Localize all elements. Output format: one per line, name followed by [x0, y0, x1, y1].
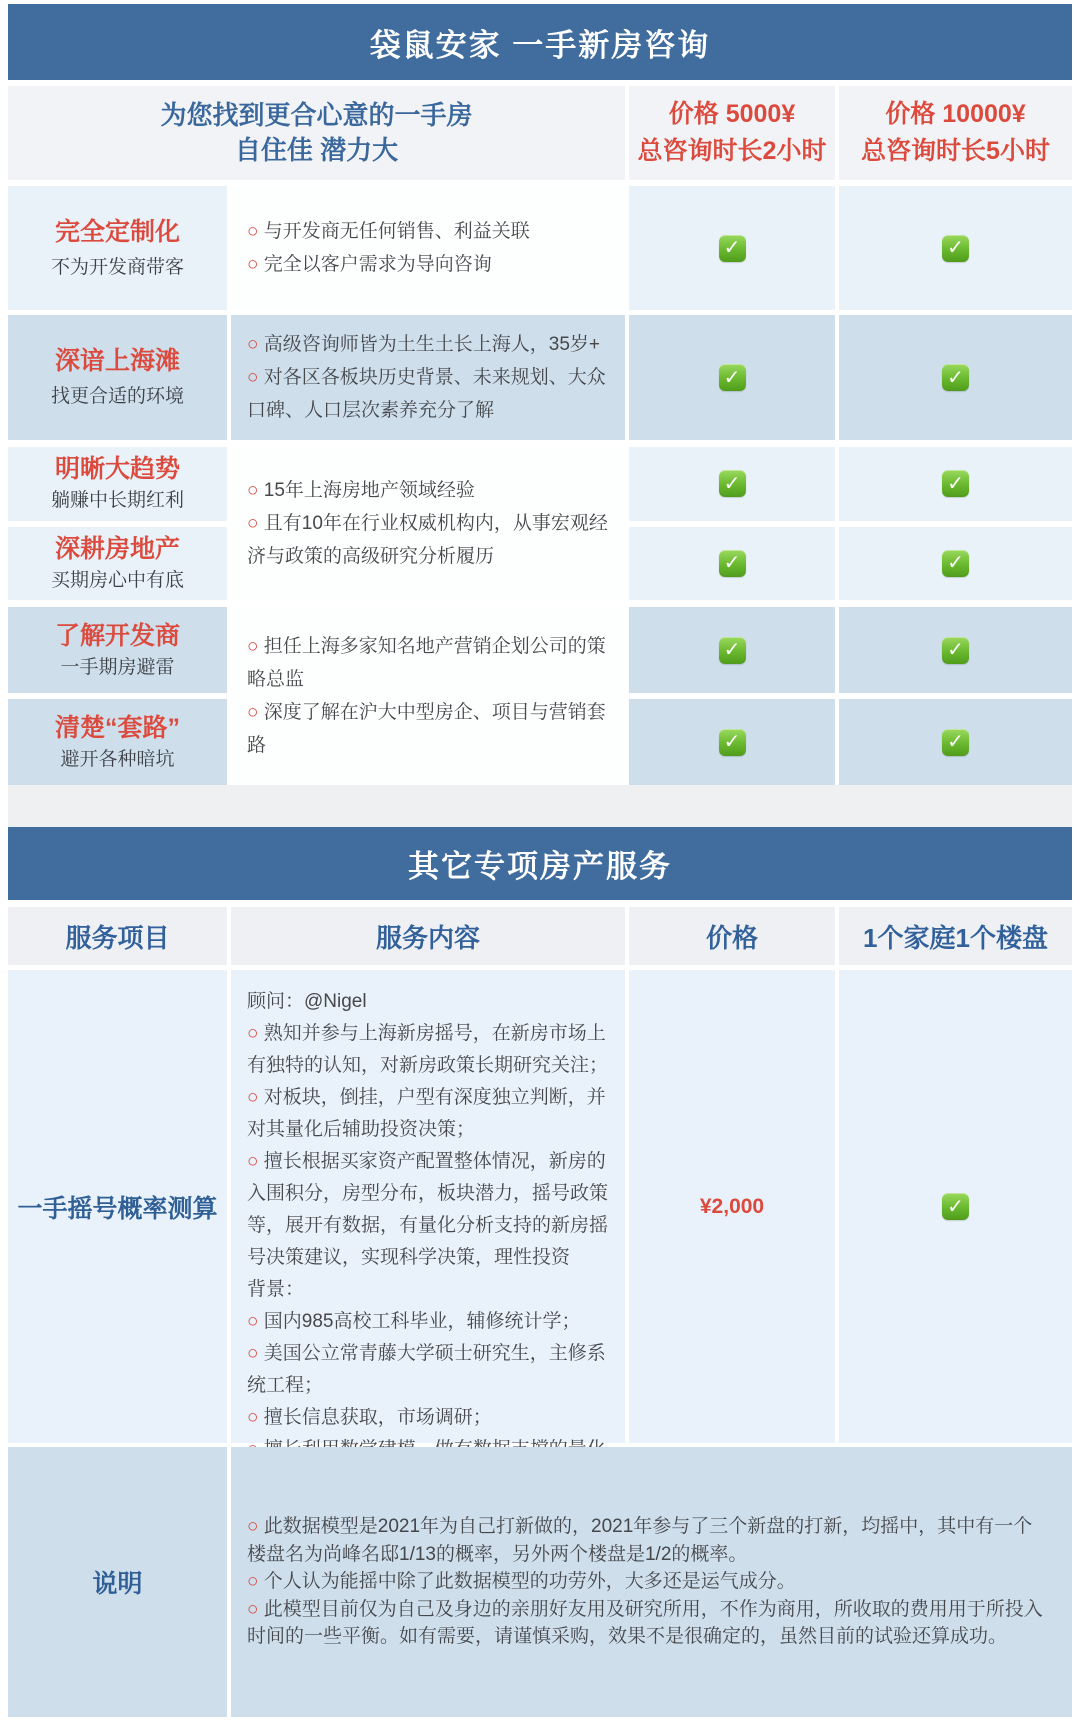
- service-included-cell: [839, 970, 1072, 1443]
- feature-description-cell: [231, 607, 625, 785]
- plan2-header: [839, 86, 1072, 180]
- plan1-included-cell: [629, 447, 835, 521]
- checkmark-icon: [942, 364, 969, 391]
- plan2-price: 价格 10000¥: [885, 100, 1026, 128]
- plan1-included-cell: [629, 315, 835, 440]
- table1-title: 袋鼠安家 一手新房咨询: [369, 27, 711, 63]
- feature-title: 完全定制化: [54, 217, 180, 246]
- feature-row-trends-realestate: [8, 447, 1072, 600]
- feature-title: 深耕房地产: [54, 534, 180, 563]
- checkmark-icon: [942, 1193, 969, 1220]
- plan2-included-cell: [839, 699, 1072, 785]
- service-price-cell: [629, 970, 835, 1443]
- plan1-included-stack: [629, 447, 835, 600]
- feature-subtitle: 买期房心中有底: [50, 569, 184, 591]
- feature-subtitle: 避开各种暗坑: [60, 748, 175, 770]
- checkmark-icon: [942, 470, 969, 497]
- checkmark-icon: [942, 729, 969, 756]
- feature-title: 了解开发商: [54, 621, 180, 650]
- feature-title: 明晰大趋势: [54, 455, 180, 484]
- feature-subtitle: 不为开发商带客: [50, 256, 184, 278]
- column-header-service-item: 服务项目: [8, 907, 227, 965]
- plan1-header: [629, 86, 835, 180]
- plan2-included-stack: [839, 607, 1072, 785]
- plan2-included-stack: [839, 447, 1072, 600]
- plan2-duration: 总咨询时长5小时: [861, 137, 1050, 165]
- note-bullet: ○ 此模型目前仅为自己及身边的亲朋好友用及研究所用，不作为商用，所收取的费用用于所投入时间的一些平衡。如有需要，请谨慎采购，效果不是很确定的，虽然目前的试验还算成功。: [247, 1596, 1050, 1651]
- feature-subtitle: 找更合适的环境: [50, 386, 184, 407]
- checkmark-icon: [719, 235, 746, 262]
- column-header-price: 价格: [629, 907, 835, 965]
- notes-label: 说明: [92, 1570, 143, 1598]
- feature-row-shanghai-knowledge: [8, 315, 1072, 440]
- checkmark-icon: [719, 470, 746, 497]
- table2-header-row: [8, 907, 1072, 965]
- table2-title: 其它专项房产服务: [408, 849, 672, 884]
- feature-bullet: ○ 15年上海房地产领域经验: [247, 474, 617, 507]
- tagline-line1: 为您找到更合心意的一手房: [160, 100, 473, 130]
- feature-title-cell: [8, 699, 227, 785]
- feature-title-cell: [8, 447, 227, 521]
- table1-header-tagline: [8, 86, 625, 180]
- feature-bullet: ○ 高级咨询师皆为土生土长上海人，35岁+: [247, 328, 617, 361]
- feature-subtitle: 一手期房避雷: [60, 656, 175, 678]
- column-header-service-content: 服务内容: [231, 907, 625, 965]
- feature-bullet: ○ 对各区各板块历史背景、未来规划、大众口碑、人口层次素养充分了解: [247, 361, 617, 427]
- background-bullet: ○ 擅长信息获取，市场调研；: [247, 1402, 617, 1434]
- background-label: 背景：: [247, 1279, 305, 1300]
- table2-title-bar: [8, 827, 1072, 900]
- checkmark-icon: [719, 364, 746, 391]
- note-bullet: ○ 个人认为能摇中除了此数据模型的功劳外，大多还是运气成分。: [247, 1568, 1050, 1596]
- service-name: 一手摇号概率测算: [17, 1194, 218, 1223]
- column-header-family-property: 1个家庭1个楼盘: [839, 907, 1072, 965]
- advisor-line: 顾问：@Nigel: [247, 991, 367, 1012]
- feature-bullet: ○ 深度了解在沪大中型房企、项目与营销套路: [247, 696, 617, 762]
- feature-title: 清楚“套路”: [54, 713, 180, 742]
- checkmark-icon: [719, 729, 746, 756]
- service-row-lottery-probability: [8, 970, 1072, 1443]
- feature-title: 深谙上海滩: [54, 347, 180, 375]
- plan1-duration: 总咨询时长2小时: [637, 137, 827, 165]
- service-price: ¥2,000: [699, 1194, 765, 1218]
- plan2-included-cell: [839, 607, 1072, 693]
- feature-bullet: ○ 完全以客户需求为导向咨询: [247, 248, 617, 281]
- table1-header-row: [8, 86, 1072, 180]
- plan1-included-stack: [629, 607, 835, 785]
- feature-description-cell: [231, 186, 625, 310]
- note-bullet: ○ 此数据模型是2021年为自己打新做的，2021年参与了三个新盘的打新，均摇中，其中有一个楼盘名为尚峰名邸1/13的概率，另外两个楼盘是1/2的概率。: [247, 1513, 1050, 1568]
- notes-content-cell: [231, 1447, 1072, 1717]
- service-description-cell: [231, 970, 625, 1443]
- plan1-included-cell: [629, 699, 835, 785]
- feature-title-cell: [8, 527, 227, 601]
- tagline-line2: 自住佳 潜力大: [234, 135, 399, 165]
- plan2-included-cell: [839, 447, 1072, 521]
- notes-label-cell: [8, 1447, 227, 1717]
- feature-description-cell: [231, 447, 625, 600]
- service-name-cell: [8, 970, 227, 1443]
- background-bullet: ○ 美国公立常青藤大学硕士研究生，主修系统工程；: [247, 1338, 617, 1402]
- plan1-included-cell: [629, 607, 835, 693]
- feature-title-stack: [8, 607, 227, 785]
- feature-bullet: ○ 与开发商无任何销售、利益关联: [247, 215, 617, 248]
- feature-title-cell: [8, 607, 227, 693]
- notes-row: [8, 1447, 1072, 1717]
- checkmark-icon: [719, 550, 746, 577]
- checkmark-icon: [942, 637, 969, 664]
- background-bullet: ○ 国内985高校工科毕业，辅修统计学；: [247, 1306, 617, 1338]
- plan1-price: 价格 5000¥: [668, 100, 796, 128]
- checkmark-icon: [942, 235, 969, 262]
- plan1-included-cell: [629, 186, 835, 310]
- feature-bullet: ○ 且有10年在行业权威机构内，从事宏观经济与政策的高级研究分析履历: [247, 507, 617, 573]
- feature-description-cell: [231, 315, 625, 440]
- feature-row-developers-tactics: [8, 607, 1072, 785]
- service-bullet: ○ 对板块，倒挂，户型有深度独立判断，并对其量化后辅助投资决策；: [247, 1082, 617, 1146]
- feature-row-customization: [8, 186, 1072, 310]
- service-bullet: ○ 擅长根据买家资产配置整体情况，新房的入围积分，房型分布，板块潜力，摇号政策等，展开有数据，有量化分析支持的新房摇号决策建议，实现科学决策，理性投资: [247, 1146, 617, 1274]
- plan2-included-cell: [839, 315, 1072, 440]
- feature-title-stack: [8, 447, 227, 600]
- plan2-included-cell: [839, 527, 1072, 601]
- section-divider: [8, 785, 1072, 827]
- checkmark-icon: [942, 550, 969, 577]
- service-bullet: ○ 熟知并参与上海新房摇号，在新房市场上有独特的认知，对新房政策长期研究关注；: [247, 1018, 617, 1082]
- plan2-included-cell: [839, 186, 1072, 310]
- feature-bullet: ○ 担任上海多家知名地产营销企划公司的策略总监: [247, 630, 617, 696]
- feature-title-cell: [8, 315, 227, 440]
- plan1-included-cell: [629, 527, 835, 601]
- feature-title-cell: [8, 186, 227, 310]
- feature-subtitle: 躺赚中长期红利: [50, 490, 184, 512]
- checkmark-icon: [719, 637, 746, 664]
- table1-title-bar: [8, 4, 1072, 80]
